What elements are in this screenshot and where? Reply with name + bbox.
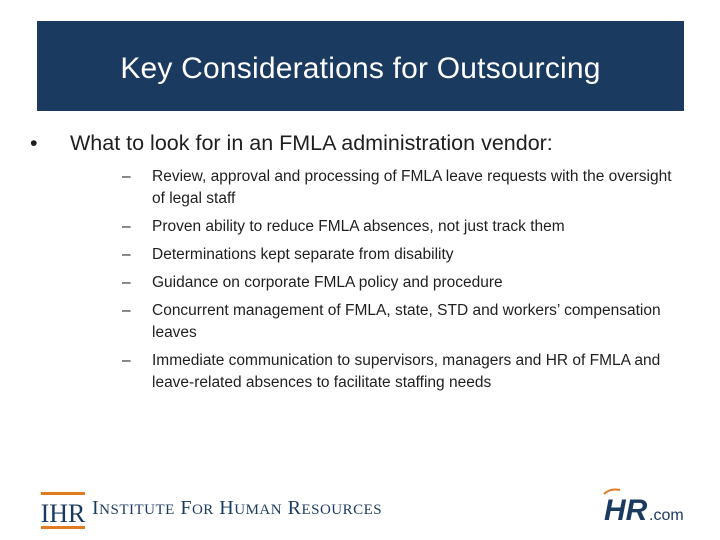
dash-icon: – [122, 274, 131, 291]
ihr-logo-icon [41, 488, 87, 532]
hr-logo-suffix: .com [649, 507, 684, 524]
hr-logo-main: HR [604, 494, 648, 527]
sub-bullet-list [30, 166, 680, 394]
list-item-text: Immediate communication to supervisors, managers and HR of FMLA and leave-related absences to facilitate staffing needs [152, 352, 661, 391]
list-item [30, 272, 680, 294]
hr-com-logo-icon [602, 486, 692, 530]
dash-icon: – [122, 246, 131, 263]
dash-icon: – [122, 168, 131, 185]
list-item-text: Review, approval and processing of FMLA leave requests with the oversight of legal staff [152, 168, 672, 207]
list-item-text: Determinations kept separate from disability [152, 246, 454, 263]
slide-title: Key Considerations for Outsourcing [120, 52, 601, 85]
list-item [30, 300, 680, 344]
main-bullet [30, 131, 680, 156]
bullet-dot-icon: • [30, 131, 38, 155]
dash-icon: – [122, 218, 131, 235]
dash-icon: – [122, 302, 131, 319]
list-item [30, 166, 680, 210]
footer [0, 480, 720, 540]
list-item-text: Concurrent management of FMLA, state, STD and workers’ compensation leaves [152, 302, 661, 341]
ihr-logo-text: IHR [41, 499, 86, 528]
slide-content [30, 131, 680, 400]
institute-name: INSTITUTE FOR HUMAN RESOURCES [92, 497, 383, 519]
dash-icon: – [122, 352, 131, 369]
list-item-text: Guidance on corporate FMLA policy and procedure [152, 274, 503, 291]
title-bar [37, 21, 684, 111]
list-item [30, 244, 680, 266]
list-item [30, 216, 680, 238]
list-item [30, 350, 680, 394]
list-item-text: Proven ability to reduce FMLA absences, not just track them [152, 218, 565, 235]
main-bullet-text: What to look for in an FMLA administration vendor: [70, 131, 553, 155]
